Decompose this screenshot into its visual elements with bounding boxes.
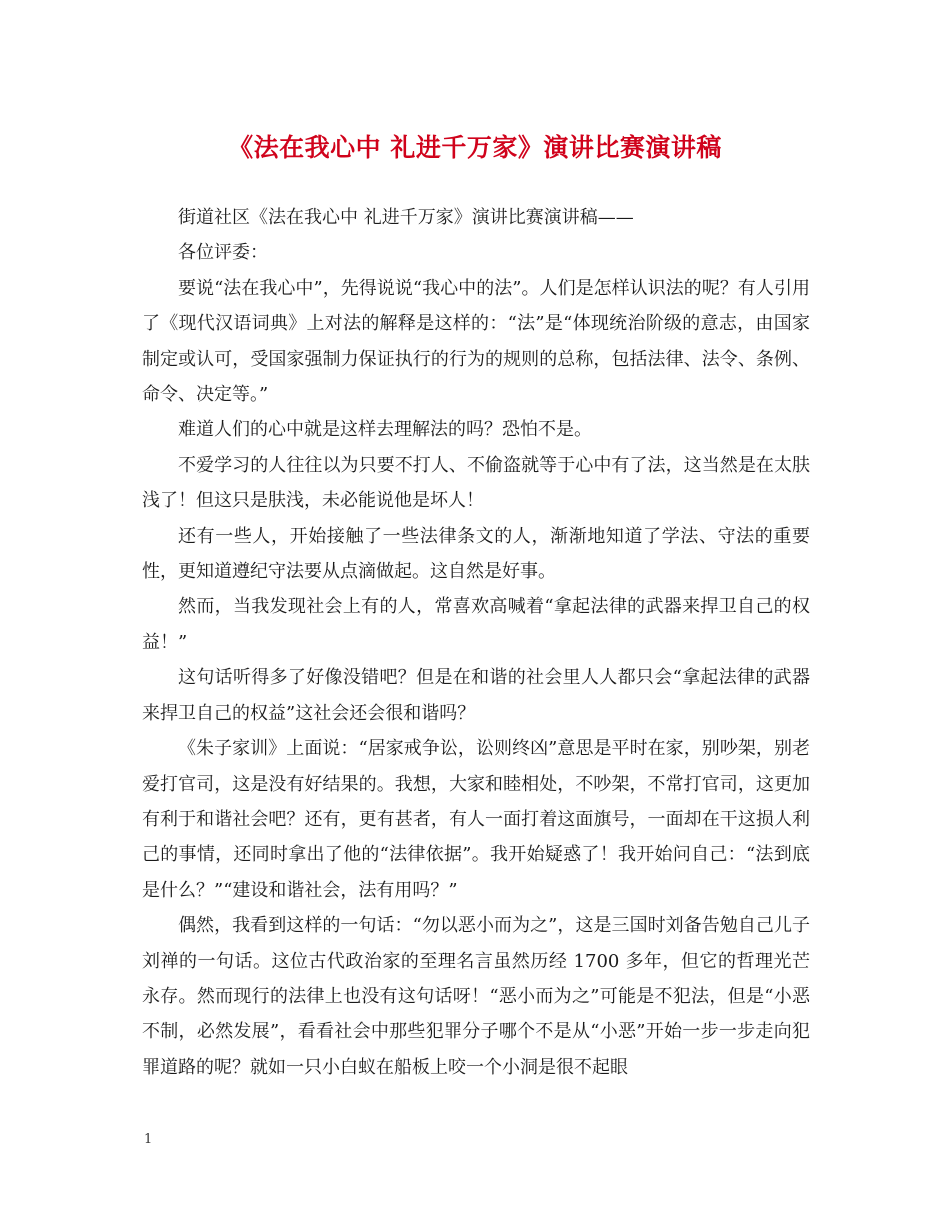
document-title: 《法在我心中 礼进千万家》演讲比赛演讲稿	[228, 133, 722, 162]
paragraph-2: 各位评委：	[178, 242, 268, 264]
paragraph-10: 偶然，我看到这样的一句话：“勿以恶小而为之”，这是三国时刘备告勉自己儿子刘禅的一句话。这位古代政治家的至理名言虽然历经 1700 多年，但它的哲理光芒永存。然而现行的法律上也没有这句话呀！“恶小而为之”可能是不犯法，但是“小恶不制，必然发展”，看看社会中那些犯罪分子哪个不是从“小恶”开始一步一步走向犯罪道路的呢？就如一只小白蚁在船板上咬一个小洞是很不起眼	[142, 915, 810, 1078]
paragraph-8: 这句话听得多了好像没错吧？但是在和谐的社会里人人都只会“拿起法律的武器来捍卫自己的权益”这社会还会很和谐吗？	[142, 667, 810, 724]
document-body	[142, 200, 810, 1085]
paragraph-3: 要说“法在我心中”，先得说说“我心中的法”。人们是怎样认识法的呢？有人引用了《现代汉语词典》上对法的解释是这样的：“法”是“体现统治阶级的意志，由国家制定或认可，受国家强制力保证执行的行为的规则的总称，包括法律、法令、条例、命令、决定等。”	[142, 277, 810, 406]
page-number: 1	[144, 1132, 153, 1147]
paragraph-7: 然而，当我发现社会上有的人，常喜欢高喊着“拿起法律的武器来捍卫自己的权益！”	[142, 596, 810, 653]
paragraph-4: 难道人们的心中就是这样去理解法的吗？恐怕不是。	[178, 419, 592, 441]
paragraph-5: 不爱学习的人往往以为只要不打人、不偷盗就等于心中有了法，这当然是在太肤浅了！但这只是肤浅，未必能说他是坏人！	[142, 454, 810, 512]
paragraph-9: 《朱子家训》上面说：“居家戒争讼，讼则终凶”意思是平时在家，别吵架，别老爱打官司，这是没有好结果的。我想，大家和睦相处，不吵架，不常打官司，这更加有利于和谐社会吧？还有，更有甚者，有人一面打着这面旗号，一面却在干这损人利己的事情，还同时拿出了他的“法律依据”。我开始疑惑了！我开始问自己：“法到底是什么？”“建设和谐社会，法有用吗？”	[142, 738, 810, 901]
paragraph-1: 街道社区《法在我心中 礼进千万家》演讲比赛演讲稿——	[178, 207, 634, 228]
paragraph-6: 还有一些人，开始接触了一些法律条文的人，渐渐地知道了学法、守法的重要性，更知道遵纪守法要从点滴做起。这自然是好事。	[142, 525, 810, 583]
